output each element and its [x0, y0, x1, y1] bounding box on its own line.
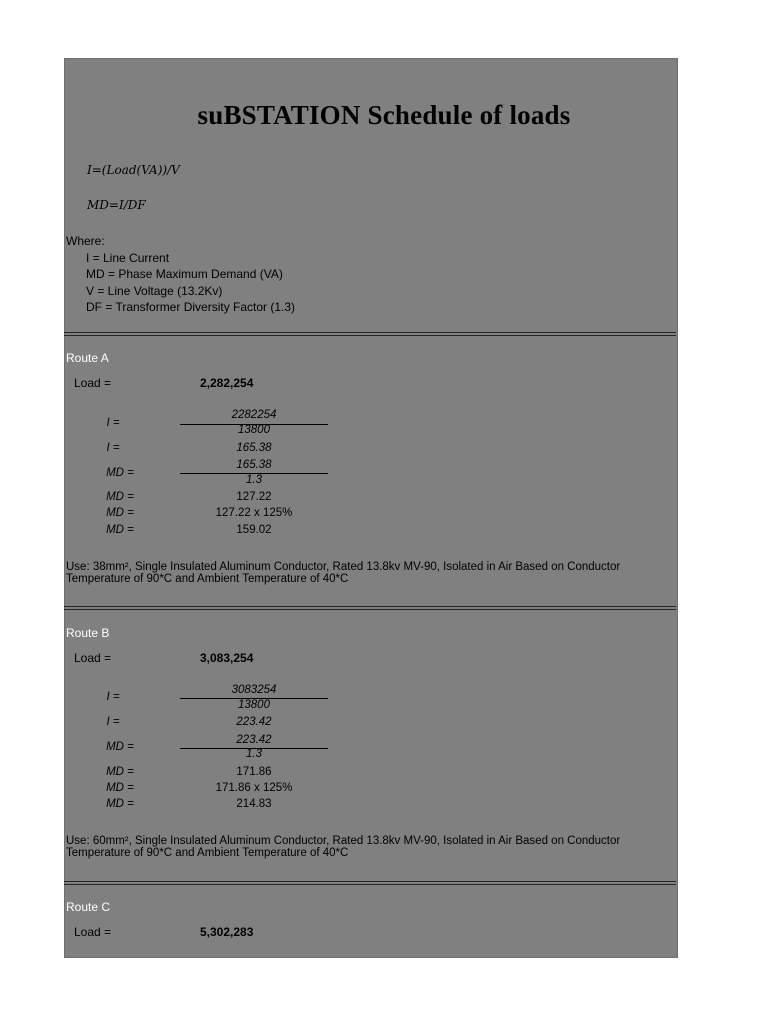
- demand-denominator: 1.3: [246, 748, 262, 760]
- current-label: I =: [106, 417, 120, 429]
- demand-label: MD =: [106, 507, 134, 519]
- current-formula: I=(Load(VA))/V: [87, 163, 180, 177]
- current-label: I =: [106, 691, 120, 703]
- demand-label: MD =: [106, 524, 134, 536]
- section-divider: [64, 884, 676, 885]
- current-result: 223.42: [236, 716, 272, 728]
- where-item: MD = Phase Maximum Demand (VA): [86, 267, 283, 281]
- section-divider: [64, 335, 676, 336]
- load-label: Load =: [74, 925, 112, 939]
- load-value: 2,282,254: [200, 376, 254, 390]
- section-divider: [64, 606, 676, 607]
- load-value: 3,083,254: [200, 651, 254, 665]
- demand-label: MD =: [106, 798, 134, 810]
- conductor-recommendation: Use: 38mm², Single Insulated Aluminum Conductor, Rated 13.8kv MV-90, Isolated in Air Based on Conductor Temperature of 90*C and Ambient Temperature of 40*C: [66, 561, 621, 585]
- route-a-label: Route A: [66, 351, 109, 365]
- demand-label: MD =: [106, 741, 134, 753]
- demand-label: MD =: [106, 467, 134, 479]
- demand-denominator: 1.3: [246, 474, 262, 486]
- demand-numerator: 165.38: [236, 459, 272, 471]
- load-value: 5,302,283: [200, 925, 254, 939]
- demand-label: MD =: [106, 491, 134, 503]
- demand-label: MD =: [106, 782, 134, 794]
- demand-result: 127.22: [236, 491, 272, 503]
- where-label: Where:: [66, 234, 105, 248]
- current-result: 165.38: [236, 442, 272, 454]
- demand-factor: 171.86 x 125%: [215, 782, 293, 794]
- current-numerator: 2282254: [231, 409, 277, 421]
- demand-result: 171.86: [236, 766, 272, 778]
- where-item: I = Line Current: [86, 251, 170, 265]
- demand-numerator: 223.42: [236, 734, 272, 746]
- current-denominator: 13800: [238, 424, 270, 436]
- where-item: DF = Transformer Diversity Factor (1.3): [86, 300, 296, 314]
- demand-label: MD =: [106, 766, 134, 778]
- demand-final: 214.83: [236, 798, 272, 810]
- route-b-label: Route B: [66, 626, 110, 640]
- current-denominator: 13800: [238, 699, 270, 711]
- route-c-label: Route C: [66, 900, 111, 914]
- demand-final: 159.02: [236, 524, 272, 536]
- page-title: suBSTATION Schedule of loads: [197, 100, 571, 130]
- where-item: V = Line Voltage (13.2Kv): [86, 284, 223, 298]
- current-label: I =: [106, 442, 120, 454]
- demand-factor: 127.22 x 125%: [215, 507, 293, 519]
- current-label: I =: [106, 716, 120, 728]
- conductor-recommendation: Use: 60mm², Single Insulated Aluminum Conductor, Rated 13.8kv MV-90, Isolated in Air Based on Conductor Temperature of 90*C and Ambient Temperature of 40*C: [66, 835, 621, 859]
- section-divider: [64, 881, 676, 882]
- section-divider: [64, 332, 676, 333]
- current-numerator: 3083254: [231, 684, 277, 696]
- section-divider: [64, 609, 676, 610]
- document-sheet: [64, 58, 678, 958]
- demand-formula: MD=I/DF: [87, 198, 146, 212]
- load-label: Load =: [74, 651, 112, 665]
- load-label: Load =: [74, 376, 112, 390]
